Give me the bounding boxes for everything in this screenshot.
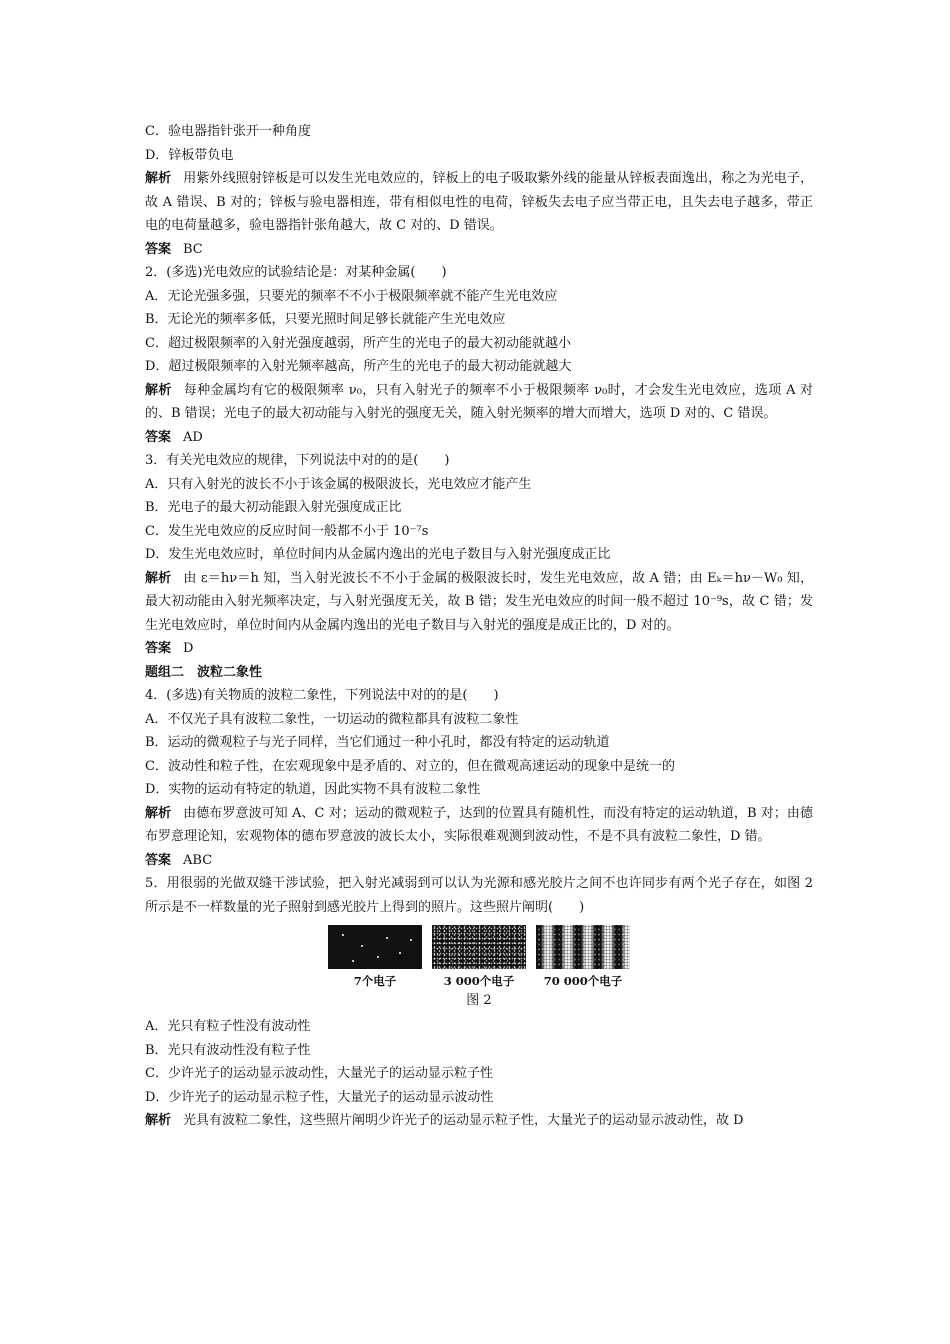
q1-analysis-text: 用紫外线照射锌板是可以发生光电效应的，锌板上的电子吸取紫外线的能量从锌板表面逸出，称之为光电子，故 A 错误、B 对的；锌板与验电器相连，带有相似电性的电荷，锌板失去电子应当带正电，且失去电子越多，带正电的电荷量越多，验电器指针张角越大，故 C 对的、D 错误。 bbox=[145, 171, 813, 233]
answer-label: 答案 bbox=[145, 241, 172, 257]
q3-option-d: D．发生光电效应时，单位时间内从金属内逸出的光电子数目与入射光强度成正比 bbox=[145, 547, 611, 562]
figure-caption: 70 000个电子 bbox=[543, 974, 623, 988]
q2-option-d: D．超过极限频率的入射光频率越高，所产生的光电子的最大初动能就越大 bbox=[145, 359, 572, 374]
photo-7-electrons bbox=[328, 925, 422, 969]
q1-answer-text: BC bbox=[183, 241, 203, 257]
q2-stem: 2．(多选)光电效应的试验结论是：对某种金属( ) bbox=[145, 265, 447, 280]
q1-option-d: D．锌板带负电 bbox=[145, 147, 234, 163]
figure-caption: 7个电子 bbox=[353, 974, 397, 988]
q2-option-b: B．无论光的频率多低，只要光照时间足够长就能产生光电效应 bbox=[145, 312, 506, 327]
q4-answer-text: ABC bbox=[183, 852, 213, 868]
figure-label: 图 2 bbox=[466, 993, 492, 1008]
figure-caption: 3 000个电子 bbox=[443, 974, 515, 988]
q2-answer bbox=[145, 426, 813, 450]
q3-option-a: A．只有入射光的波长不小于该金属的极限波长，光电效应才能产生 bbox=[145, 476, 532, 492]
q1-analysis bbox=[145, 167, 813, 238]
q4-option-b: B．运动的微观粒子与光子同样，当它们通过一种小孔时，都没有特定的运动轨道 bbox=[145, 735, 610, 750]
answer-label: 答案 bbox=[145, 852, 172, 868]
q4-analysis bbox=[145, 802, 813, 849]
q5-option-d: D．少许光子的运动显示粒子性，大量光子的运动显示波动性 bbox=[145, 1089, 494, 1105]
analysis-label: 解析 bbox=[145, 171, 172, 186]
document-page bbox=[145, 120, 813, 1133]
q5-option-b: B．光只有波动性没有粒子性 bbox=[145, 1042, 311, 1058]
q5-analysis bbox=[145, 1109, 813, 1133]
q2-answer-text: AD bbox=[183, 429, 203, 445]
q4-stem: 4．(多选)有关物质的波粒二象性，下列说法中对的的是( ) bbox=[145, 688, 499, 703]
q2-option-a: A．无论光强多强，只要光的频率不不小于极限频率就不能产生光电效应 bbox=[145, 288, 558, 304]
q2-option-c: C．超过极限频率的入射光强度越弱，所产生的光电子的最大初动能就越小 bbox=[145, 335, 571, 351]
q3-option-c: C．发生光电效应的反应时间一般都不小于 10⁻⁷s bbox=[145, 523, 429, 539]
figure-panel-70000 bbox=[536, 925, 630, 989]
q3-answer bbox=[145, 637, 813, 661]
analysis-label: 解析 bbox=[145, 382, 172, 398]
photo-3000-electrons bbox=[432, 925, 526, 969]
q5-stem: 5．用很弱的光做双缝干涉试验，把入射光减弱到可以认为光源和感光胶片之间不也许同步有两个光子存在，如图 2 所示是不一样数量的光子照射到感光胶片上得到的照片。这些照片阐明( ) bbox=[145, 876, 813, 915]
analysis-label: 解析 bbox=[145, 805, 172, 821]
q4-option-d: D．实物的运动有特定的轨道，因此实物不具有波粒二象性 bbox=[145, 782, 481, 797]
q5-option-c: C．少许光子的运动显示波动性，大量光子的运动显示粒子性 bbox=[145, 1066, 493, 1081]
section-heading: 题组二 波粒二象性 bbox=[145, 664, 263, 680]
interference-figure bbox=[145, 925, 813, 989]
q2-analysis-text: 每种金属均有它的极限频率 ν₀，只有入射光子的频率不小于极限频率 ν₀时，才会发生光电效应，选项 A 对的、B 错误；光电子的最大初动能与入射光的强度无关，随入射光频率的增大而增大，选项 D 对的、C 错误。 bbox=[145, 382, 813, 421]
q4-analysis-text: 由德布罗意波可知 A、C 对；运动的微观粒子，达到的位置具有随机性，而没有特定的运动轨道，B 对；由德布罗意理论知，宏观物体的德布罗意波的波长太小，实际很难观测到波动性，不是不具有波粒二象性，D 错。 bbox=[145, 805, 813, 844]
q4-option-c: C．波动性和粒子性，在宏观现象中是矛盾的、对立的，但在微观高速运动的现象中是统一的 bbox=[145, 758, 675, 774]
q3-option-b: B．光电子的最大初动能跟入射光强度成正比 bbox=[145, 500, 402, 515]
figure-panel-7 bbox=[328, 925, 422, 989]
answer-label: 答案 bbox=[145, 429, 172, 445]
q3-answer-text: D bbox=[183, 641, 194, 656]
q4-option-a: A．不仅光子具有波粒二象性，一切运动的微粒都具有波粒二象性 bbox=[145, 711, 519, 727]
analysis-label: 解析 bbox=[145, 1113, 172, 1128]
q2-analysis bbox=[145, 379, 813, 426]
q5-analysis-text: 光具有波粒二象性，这些照片阐明少许光子的运动显示粒子性，大量光子的运动显示波动性，故 D bbox=[183, 1113, 744, 1128]
q1-option-c: C．验电器指针张开一种角度 bbox=[145, 124, 311, 139]
q3-stem: 3．有关光电效应的规律，下列说法中对的的是( ) bbox=[145, 453, 450, 468]
answer-label: 答案 bbox=[145, 641, 172, 656]
q4-answer bbox=[145, 849, 813, 873]
figure-panel-3000 bbox=[432, 925, 526, 989]
q3-analysis bbox=[145, 567, 813, 638]
q5-option-a: A．光只有粒子性没有波动性 bbox=[145, 1019, 311, 1034]
q3-analysis-text: 由 ε＝hν＝h 知，当入射光波长不不小于金属的极限波长时，发生光电效应，故 A 错；由 Eₖ＝hν－W₀ 知，最大初动能由入射光频率决定，与入射光强度无关，故 B 错；发生光电效应的时间一般不超过 10⁻⁹s，故 C 错；发生光电效应时，单位时间内从金属内逸出的光电子数目与入射光的强度是成正比的，D 对的。 bbox=[145, 570, 813, 633]
q1-answer bbox=[145, 238, 813, 262]
analysis-label: 解析 bbox=[145, 570, 172, 586]
photo-70000-electrons bbox=[536, 925, 630, 969]
